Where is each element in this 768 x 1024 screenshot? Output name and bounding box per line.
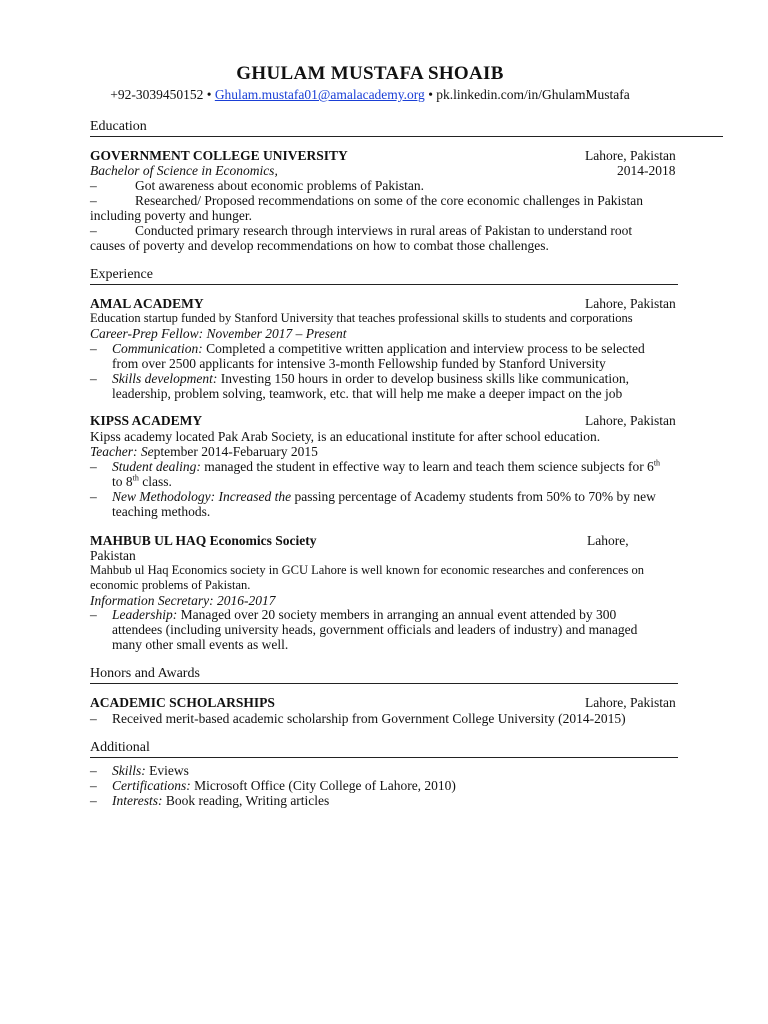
kipss-bullet	[90, 489, 656, 504]
section-heading-honors: Honors and Awards	[90, 666, 678, 684]
separator: •	[203, 87, 215, 102]
bullet-text: Investing 150 hours in order to develop business skills like communication,	[217, 371, 630, 386]
superscript: th	[653, 458, 661, 468]
bullet-dash: –	[90, 459, 97, 474]
bullet-text: Conducted primary research through interviews in rural areas of Pakistan to understand root	[135, 223, 633, 238]
amal-desc: Education startup funded by Stanford University that teaches professional skills to students and corporations	[90, 311, 633, 325]
bullet-dash: –	[90, 793, 97, 808]
amal-role: Career-Prep Fellow: November 2017 – Present	[90, 326, 347, 341]
kipss-location: Lahore, Pakistan	[585, 413, 676, 428]
education-bullet-cont: including poverty and hunger.	[90, 208, 252, 223]
mahbub-location-cont: Pakistan	[90, 548, 136, 563]
kipss-bullet	[90, 459, 660, 474]
mahbub-desc-cont: economic problems of Pakistan.	[90, 578, 251, 592]
bullet-label: Certifications:	[112, 778, 191, 793]
education-degree: Bachelor of Science in Economics,	[90, 163, 278, 178]
kipss-bullet-cont	[112, 474, 172, 489]
bullet-label: Skills development:	[112, 371, 218, 386]
kipss-role	[90, 444, 318, 459]
honors-org: ACADEMIC SCHOLARSHIPS	[90, 695, 275, 710]
bullet-dash: –	[90, 371, 97, 386]
honors-location: Lahore, Pakistan	[585, 695, 676, 710]
amal-bullet	[90, 371, 629, 386]
bullet-text: Got awareness about economic problems of Pakistan.	[135, 178, 425, 193]
education-years: 2014-2018	[617, 163, 676, 178]
education-org: GOVERNMENT COLLEGE UNIVERSITY	[90, 148, 348, 163]
mahbub-role: Information Secretary: 2016-2017	[90, 593, 276, 608]
bullet-dash: –	[90, 193, 97, 208]
education-bullet	[90, 223, 632, 238]
mahbub-bullet-cont: many other small events as well.	[112, 637, 289, 652]
bullet-label: Interests:	[112, 793, 163, 808]
kipss-bullet-cont: teaching methods.	[112, 504, 211, 519]
email-link[interactable]: Ghulam.mustafa01@amalacademy.org	[214, 87, 425, 102]
role-label: Teacher: Se	[90, 444, 154, 459]
bullet-dash: –	[90, 223, 97, 238]
superscript: th	[132, 473, 139, 483]
honors-bullet	[90, 711, 626, 726]
additional-skills	[90, 763, 189, 778]
bullet-text: Received merit-based academic scholarship from Government College University (2014-2015)	[112, 711, 626, 726]
amal-location: Lahore, Pakistan	[585, 296, 676, 311]
bullet-label: Communication:	[112, 341, 203, 356]
amal-org: AMAL ACADEMY	[90, 296, 204, 311]
section-heading-additional: Additional	[90, 740, 678, 758]
section-heading-experience: Experience	[90, 267, 678, 285]
bullet-text: Eviews	[145, 763, 189, 778]
bullet-dash: –	[90, 778, 97, 793]
mahbub-bullet-cont: attendees (including university heads, government officials and leaders of industry) and managed	[112, 622, 638, 637]
bullet-text: Completed a competitive written application and interview process to be selected	[202, 341, 645, 356]
bullet-dash: –	[90, 763, 97, 778]
contact-line	[0, 87, 740, 103]
phone-number: +92-3039450152	[110, 87, 204, 102]
bullet-text: Book reading, Writing articles	[162, 793, 330, 808]
amal-bullet-cont: leadership, problem solving, teamwork, etc. that will help me make a deeper impact on the job	[112, 386, 623, 401]
bullet-label: Student dealing:	[112, 459, 201, 474]
role-dates: ptember 2014-Febaruary 2015	[153, 444, 318, 459]
education-bullet	[90, 193, 643, 208]
candidate-name: GHULAM MUSTAFA SHOAIB	[236, 63, 504, 84]
education-location: Lahore, Pakistan	[585, 148, 676, 163]
mahbub-bullet	[90, 607, 616, 622]
bullet-label: Skills:	[112, 763, 146, 778]
section-heading-education: Education	[90, 119, 723, 137]
bullet-label: New Methodology: Increased the	[112, 489, 292, 504]
bullet-dash: –	[90, 489, 97, 504]
mahbub-org: MAHBUB UL HAQ Economics Society	[90, 533, 317, 548]
amal-bullet-cont: from over 2500 applicants for intensive 3-month Fellowship funded by Stanford University	[112, 356, 606, 371]
bullet-dash: –	[90, 341, 97, 356]
separator: •	[424, 87, 437, 102]
bullet-text: Researched/ Proposed recommendations on some of the core economic challenges in Pakistan	[135, 193, 643, 208]
kipss-desc: Kipss academy located Pak Arab Society, is an educational institute for after school education.	[90, 429, 601, 444]
bullet-label: Leadership:	[112, 607, 178, 622]
additional-interests	[90, 793, 329, 808]
amal-bullet	[90, 341, 645, 356]
mahbub-location: Lahore,	[587, 533, 629, 548]
additional-certifications	[90, 778, 456, 793]
bullet-text: passing percentage of Academy students from 50% to 70% by new	[291, 489, 656, 504]
bullet-dash: –	[90, 178, 97, 193]
bullet-dash: –	[90, 607, 97, 622]
education-bullet	[90, 178, 424, 193]
bullet-text: Microsoft Office (City College of Lahore, 2010)	[190, 778, 456, 793]
bullet-text: to 8	[112, 474, 133, 489]
education-bullet-cont: causes of poverty and develop recommendations on how to combat those challenges.	[90, 238, 549, 253]
linkedin-url: pk.linkedin.com/in/GhulamMustafa	[436, 87, 630, 102]
bullet-text: Managed over 20 society members in arranging an annual event attended by 300	[177, 607, 617, 622]
bullet-dash: –	[90, 711, 97, 726]
bullet-text: class.	[138, 474, 172, 489]
kipss-org: KIPSS ACADEMY	[90, 413, 203, 428]
mahbub-desc: Mahbub ul Haq Economics society in GCU Lahore is well known for economic researches and conferences on	[90, 563, 644, 577]
bullet-text: managed the student in effective way to learn and teach them science subjects for 6	[200, 459, 654, 474]
